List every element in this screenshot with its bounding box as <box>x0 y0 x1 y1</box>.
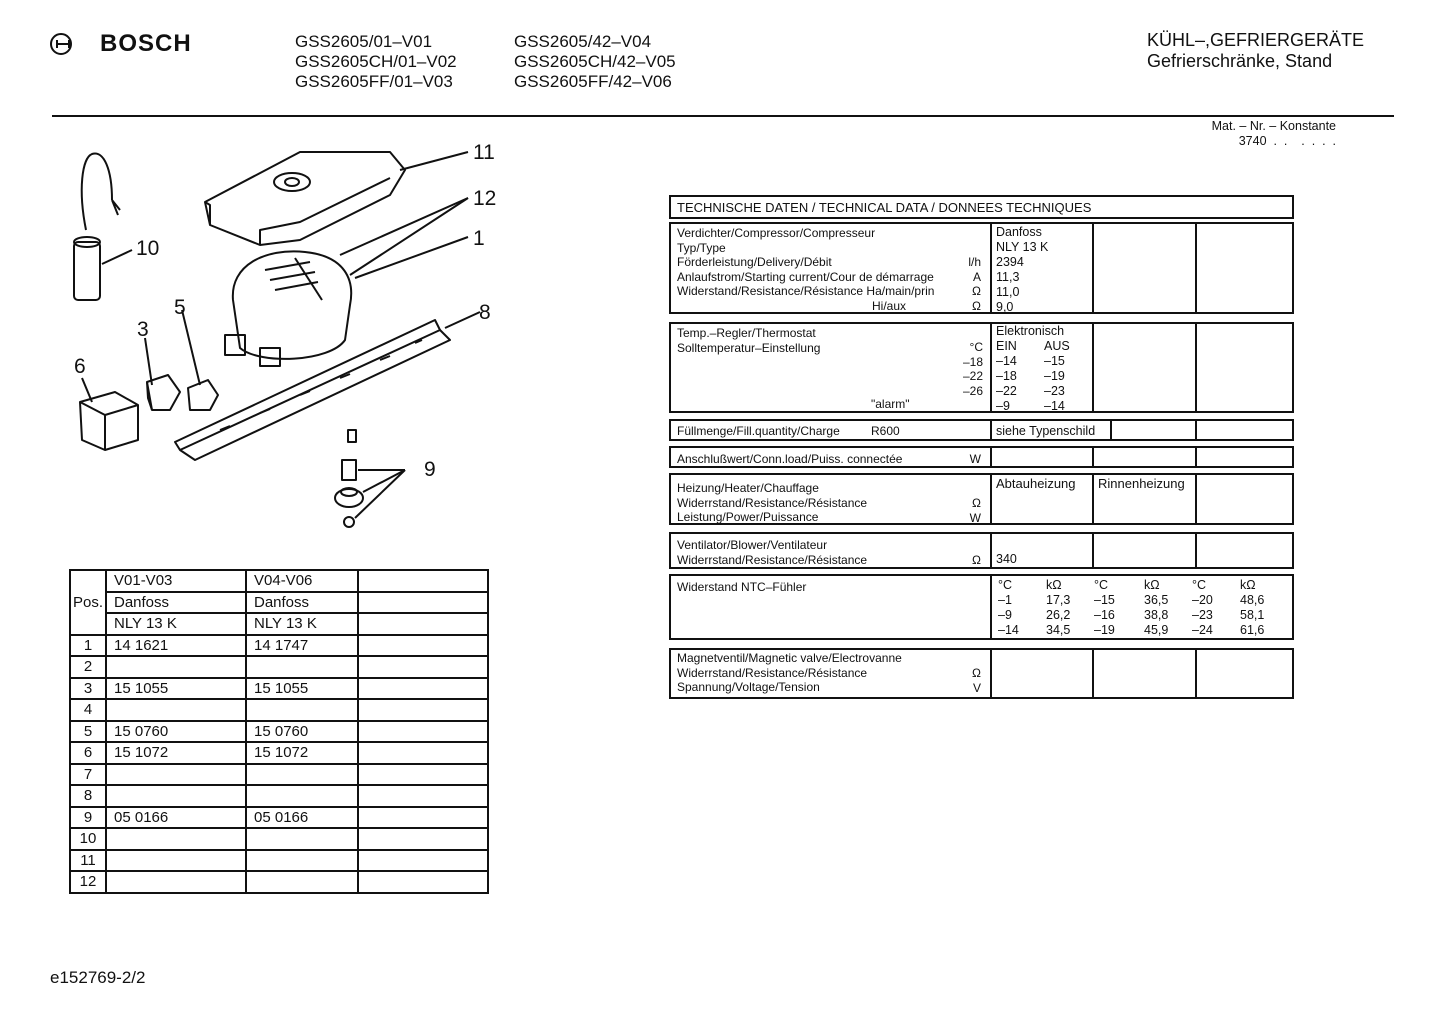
valve-labels <box>677 651 902 695</box>
ntc-header-cell: kΩ <box>1046 578 1062 592</box>
empty-column <box>1092 534 1195 567</box>
label-line: Magnetventil/Magnetic valve/Electrovanne <box>677 651 902 665</box>
ein-value: –18 <box>996 369 1017 383</box>
table-row <box>70 721 488 743</box>
diagram-label: 9 <box>424 458 436 481</box>
empty-column <box>1195 650 1296 697</box>
diagram-label: 5 <box>174 296 186 319</box>
part-number-cell <box>106 850 246 872</box>
conn-label: Anschlußwert/Conn.load/Puiss. connectée <box>677 452 903 466</box>
unit-line: °C <box>969 340 983 354</box>
part-number-cell <box>246 850 358 872</box>
label-line: Leistung/Power/Puissance <box>677 510 819 524</box>
compressor-section <box>669 222 1294 314</box>
ntc-value-cell: 36,5 <box>1144 593 1169 607</box>
empty-column <box>1092 224 1195 312</box>
label-line: Widerstand/Resistance/Résistance Ha/main/prin <box>677 284 935 298</box>
mat-label: Mat. – Nr. – Konstante <box>1211 119 1336 133</box>
model-item: GSS2605FF/42–V06 <box>514 72 672 91</box>
value-line: NLY 13 K <box>996 240 1049 254</box>
unit-line: Ω <box>972 298 981 313</box>
fan-unit: Ω <box>972 553 981 567</box>
unit-line: –18 <box>962 354 983 369</box>
category-subtitle: Gefrierschränke, Stand <box>1147 51 1333 71</box>
pos-cell: 1 <box>70 635 106 657</box>
model-cell: NLY 13 K <box>106 613 246 635</box>
fan-section <box>669 532 1294 569</box>
table-row <box>70 742 488 764</box>
part-number-cell <box>106 699 246 721</box>
thermostat-labels <box>677 326 820 355</box>
mat-value: 3740 . . . . . . <box>1238 134 1336 148</box>
table-row <box>70 785 488 807</box>
part-number-cell <box>246 656 358 678</box>
part-number-cell: 15 0760 <box>106 721 246 743</box>
label-line: Typ/Type <box>677 240 726 255</box>
ntc-value-cell: 38,8 <box>1144 608 1169 622</box>
empty-column <box>1195 324 1296 411</box>
pos-cell: 8 <box>70 785 106 807</box>
pos-cell: 10 <box>70 828 106 850</box>
empty-cell <box>358 828 488 850</box>
unit-line: –26 <box>962 383 983 398</box>
gutter-heater-cell <box>1092 475 1195 523</box>
part-number-cell: 15 1072 <box>246 742 358 764</box>
label-line: Widerrstand/Resistance/Résistance <box>677 665 868 680</box>
label-line: Ventilator/Blower/Ventilateur <box>677 538 828 552</box>
part-number-cell: 14 1747 <box>246 635 358 657</box>
model-list-left <box>295 32 457 92</box>
tech-title: TECHNISCHE DATEN / TECHNICAL DATA / DONNEES TECHNIQUES <box>677 200 1092 215</box>
document-id: e152769-2/2 <box>50 968 146 987</box>
maker-cell: Danfoss <box>246 592 358 614</box>
heater-section <box>669 473 1294 525</box>
unit-line: A <box>972 269 981 284</box>
label-line: Temp.–Regler/Thermostat <box>677 326 816 340</box>
table-row <box>70 678 488 700</box>
material-constant <box>1160 119 1336 149</box>
pos-cell: 4 <box>70 699 106 721</box>
ntc-header-cell: °C <box>998 578 1013 592</box>
empty-cell <box>358 592 488 614</box>
fill-label: Füllmenge/Fill.quantity/Charge <box>677 424 840 438</box>
table-row <box>70 871 488 893</box>
diagram-label: 11 <box>473 141 495 164</box>
fan-value: 340 <box>996 552 1017 566</box>
ein-value: EIN <box>996 339 1017 353</box>
ein-value: –22 <box>996 384 1017 398</box>
aus-value: –14 <box>1044 399 1065 413</box>
part-number-cell <box>246 785 358 807</box>
defrost-heater-cell <box>990 475 1092 523</box>
ntc-value-cell: –24 <box>1192 623 1213 637</box>
thermostat-type: Elektronisch <box>996 324 1065 338</box>
gutter-heater-label: Rinnenheizung <box>1098 476 1185 491</box>
ntc-value-cell: 48,6 <box>1240 593 1265 607</box>
empty-cell <box>358 850 488 872</box>
fan-value-cell <box>990 534 1092 567</box>
pos-cell: 11 <box>70 850 106 872</box>
pos-cell: 5 <box>70 721 106 743</box>
refrigerant: R600 <box>871 424 900 438</box>
label-line: Widerrstand/Resistance/Résistance <box>677 495 868 510</box>
empty-column <box>1092 448 1195 466</box>
model-item: GSS2605FF/01–V03 <box>295 72 453 91</box>
unit-line: Ω <box>972 666 981 680</box>
unit-line: –22 <box>962 369 983 383</box>
overload-protector-part <box>188 380 218 410</box>
part-number-cell: 15 1055 <box>246 678 358 700</box>
fill-value-cell <box>990 421 1110 439</box>
ntc-value-cell: –16 <box>1094 608 1115 622</box>
diagram-label: 1 <box>473 227 485 250</box>
ntc-value-cell: –14 <box>998 623 1019 637</box>
ntc-value-cell: –9 <box>998 608 1012 622</box>
bosch-armature-icon <box>50 33 72 55</box>
thermostat-units <box>951 340 983 398</box>
heater-units <box>961 496 981 525</box>
ntc-value-cell: –19 <box>1094 623 1115 637</box>
empty-cell <box>358 807 488 829</box>
connection-section <box>669 446 1294 468</box>
empty-cell <box>358 785 488 807</box>
ntc-value-cell: –15 <box>1094 593 1115 607</box>
capacitor-part <box>74 153 120 300</box>
diagram-label: 3 <box>137 318 149 341</box>
part-number-cell: 15 1072 <box>106 742 246 764</box>
table-row <box>70 699 488 721</box>
label-line: Widerrstand/Resistance/Résistance <box>677 552 868 567</box>
table-row <box>70 850 488 872</box>
ntc-value-cell: 26,2 <box>1046 608 1071 622</box>
part-number-cell: 05 0166 <box>106 807 246 829</box>
table-row <box>70 807 488 829</box>
tech-title-box <box>669 195 1294 219</box>
alarm-label: "alarm" <box>871 397 910 411</box>
empty-column <box>1092 324 1195 411</box>
empty-cell <box>358 742 488 764</box>
value-line: 11,0 <box>996 285 1020 299</box>
value-line: Danfoss <box>996 225 1042 239</box>
empty-column <box>1195 448 1296 466</box>
diagram-label: 10 <box>136 237 160 260</box>
table-row <box>70 635 488 657</box>
table-row <box>70 656 488 678</box>
label-line: Förderleistung/Delivery/Débit <box>677 255 832 269</box>
table-row <box>70 764 488 786</box>
pos-cell: 9 <box>70 807 106 829</box>
brand-name: BOSCH <box>100 30 192 57</box>
value-line: 2394 <box>996 255 1024 269</box>
ntc-label: Widerstand NTC–Fühler <box>677 580 807 594</box>
ein-value: –14 <box>996 354 1017 368</box>
part-number-cell: 05 0166 <box>246 807 358 829</box>
ntc-header-cell: kΩ <box>1144 578 1160 592</box>
pos-cell: 7 <box>70 764 106 786</box>
category-heading <box>1147 30 1364 72</box>
model-item: GSS2605CH/42–V05 <box>514 52 676 71</box>
valve-section <box>669 648 1294 699</box>
empty-cell <box>358 721 488 743</box>
label-line: Solltemperatur–Einstellung <box>677 340 821 355</box>
part-number-cell <box>106 828 246 850</box>
thermostat-section <box>669 322 1294 413</box>
terminal-cover-part <box>80 392 138 450</box>
diagram-label: 12 <box>473 187 497 210</box>
label-line: Verdichter/Compressor/Compresseur <box>677 226 876 240</box>
empty-column <box>1092 650 1195 697</box>
pos-cell: 3 <box>70 678 106 700</box>
diagram-label: 6 <box>74 355 86 378</box>
ein-value: –9 <box>996 399 1010 413</box>
pos-header: Pos. <box>70 570 106 635</box>
part-number-cell <box>106 656 246 678</box>
empty-column <box>1195 534 1296 567</box>
empty-cell <box>358 699 488 721</box>
part-number-cell <box>246 764 358 786</box>
variant-header: V01-V03 <box>106 570 246 592</box>
diagram-label: 8 <box>479 301 491 324</box>
pos-cell: 12 <box>70 871 106 893</box>
maker-cell: Danfoss <box>106 592 246 614</box>
aus-value: –19 <box>1044 369 1065 383</box>
part-number-cell <box>246 699 358 721</box>
unit-line: l/h <box>968 255 981 269</box>
unit-line: W <box>969 510 981 525</box>
empty-cell <box>358 678 488 700</box>
part-number-cell <box>246 828 358 850</box>
part-number-cell <box>106 785 246 807</box>
model-item: GSS2605/01–V01 <box>295 32 433 51</box>
model-item: GSS2605CH/01–V02 <box>295 52 457 71</box>
model-cell: NLY 13 K <box>246 613 358 635</box>
ntc-section <box>669 574 1294 640</box>
aus-value: –15 <box>1044 354 1065 368</box>
ntc-value-cell: –23 <box>1192 608 1213 622</box>
heater-labels <box>677 481 867 525</box>
aus-value: –23 <box>1044 384 1065 398</box>
ntc-value-cell: 45,9 <box>1144 623 1169 637</box>
label-line: Heizung/Heater/Chauffage <box>677 481 819 495</box>
part-number-cell: 15 0760 <box>246 721 358 743</box>
empty-cell <box>358 635 488 657</box>
ntc-value-cell: 34,5 <box>1046 623 1071 637</box>
empty-cell <box>358 871 488 893</box>
label-line: Spannung/Voltage/Tension <box>677 680 820 694</box>
ntc-value-cell: 58,1 <box>1240 608 1265 622</box>
ntc-header-cell: °C <box>1192 578 1207 592</box>
empty-cell <box>358 656 488 678</box>
empty-column <box>990 650 1092 697</box>
model-item: GSS2605/42–V04 <box>514 32 652 51</box>
unit-line: Ω <box>972 284 981 298</box>
part-number-cell: 15 1055 <box>106 678 246 700</box>
thermostat-values <box>990 324 1092 411</box>
compressor-part <box>225 251 351 366</box>
grommet-set-part <box>335 430 363 527</box>
drip-tray-part <box>205 152 405 245</box>
parts-table <box>69 569 489 894</box>
empty-column <box>1195 224 1296 312</box>
empty-column <box>990 448 1092 466</box>
ntc-value-cell: 61,6 <box>1240 623 1265 637</box>
ntc-value-cell: –1 <box>998 593 1012 607</box>
table-row <box>70 828 488 850</box>
category-title: KÜHL–,GEFRIERGERÄTE <box>1147 30 1365 50</box>
defrost-heater-label: Abtauheizung <box>996 476 1076 491</box>
empty-column <box>1195 421 1296 439</box>
bosch-logo <box>50 30 192 58</box>
empty-cell <box>358 764 488 786</box>
part-number-cell <box>246 871 358 893</box>
empty-column <box>1110 421 1195 439</box>
label-line: Anlaufstrom/Starting current/Cour de démarrage <box>677 269 934 284</box>
empty-column <box>1195 475 1296 523</box>
valve-units <box>961 666 981 695</box>
header-divider <box>52 115 1394 117</box>
compressor-labels <box>677 226 934 313</box>
fan-labels <box>677 538 867 567</box>
unit-line: Ω <box>972 496 981 510</box>
ntc-values-cell <box>990 576 1296 638</box>
pos-cell: 6 <box>70 742 106 764</box>
unit-line: V <box>972 680 981 695</box>
exploded-parts-diagram <box>60 130 520 530</box>
fill-value: siehe Typenschild <box>996 424 1096 438</box>
variant-header: V04-V06 <box>246 570 358 592</box>
ntc-value-cell: –20 <box>1192 593 1213 607</box>
value-line: 9,0 <box>996 300 1014 314</box>
aus-value: AUS <box>1044 339 1070 353</box>
pos-cell: 2 <box>70 656 106 678</box>
empty-header <box>358 570 488 592</box>
model-list-right <box>514 32 676 92</box>
empty-cell <box>358 613 488 635</box>
compressor-values <box>990 224 1092 312</box>
mounting-rail-part <box>175 320 450 460</box>
ntc-header-cell: °C <box>1094 578 1109 592</box>
value-line: 11,3 <box>996 270 1020 284</box>
part-number-cell: 14 1621 <box>106 635 246 657</box>
part-number-cell <box>106 764 246 786</box>
ntc-value-cell: 17,3 <box>1046 593 1071 607</box>
part-number-cell <box>106 871 246 893</box>
fill-section <box>669 419 1294 441</box>
compressor-units <box>961 255 981 313</box>
label-line: Hi/aux <box>872 298 907 313</box>
conn-unit: W <box>969 452 981 466</box>
ntc-header-cell: kΩ <box>1240 578 1256 592</box>
